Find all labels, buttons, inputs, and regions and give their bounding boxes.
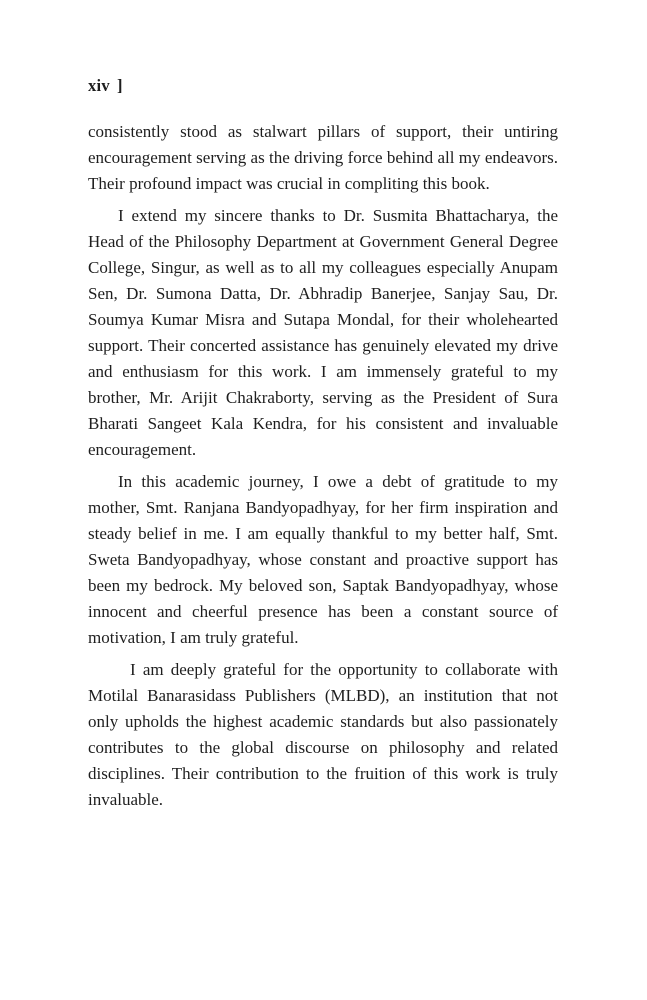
page-body (88, 119, 558, 819)
paragraph-continuation: consistently stood as stalwart pillars of support, their untiring encouragement serving as the driving force behind all my endeavors. Their profound impact was crucial in compliting this book. (88, 122, 558, 193)
running-head (88, 76, 123, 96)
page-number-bracket: ] (116, 76, 123, 95)
paragraph-thanks-publisher: I am deeply grateful for the opportunity to collaborate with Motilal Banarasidass Publishers (MLBD), an institution that not only upholds the highest academic standards but also passionately contributes to the global discourse on philosophy and related disciplines. Their contribution to the fruition of this work is truly invaluable. (88, 660, 558, 809)
page-number: xiv (88, 76, 110, 95)
paragraph-thanks-colleagues: I extend my sincere thanks to Dr. Susmita Bhattacharya, the Head of the Philosophy Department at Government General Degree College, Singur, as well as to all my colleagues especially Anupam Sen, Dr. Sumona Datta, Dr. Abhradip Banerjee, Sanjay Sau, Dr. Soumya Kumar Misra and Sutapa Mondal, for their wholehearted support. Their concerted assistance has genuinely elevated my drive and enthusiasm for this work. I am immensely grateful to my brother, Mr. Arijit Chakraborty, serving as the President of Sura Bharati Sangeet Kala Kendra, for his consistent and invaluable encouragement. (88, 206, 558, 459)
paragraph-thanks-family: In this academic journey, I owe a debt of gratitude to my mother, Smt. Ranjana Bandyopadhyay, for her firm inspiration and steady belief in me. I am equally thankful to my better half, Smt. Sweta Bandyopadhyay, whose constant and proactive support has been my bedrock. My beloved son, Saptak Bandyopadhyay, whose innocent and cheerful presence has been a constant source of motivation, I am truly grateful. (88, 472, 558, 647)
